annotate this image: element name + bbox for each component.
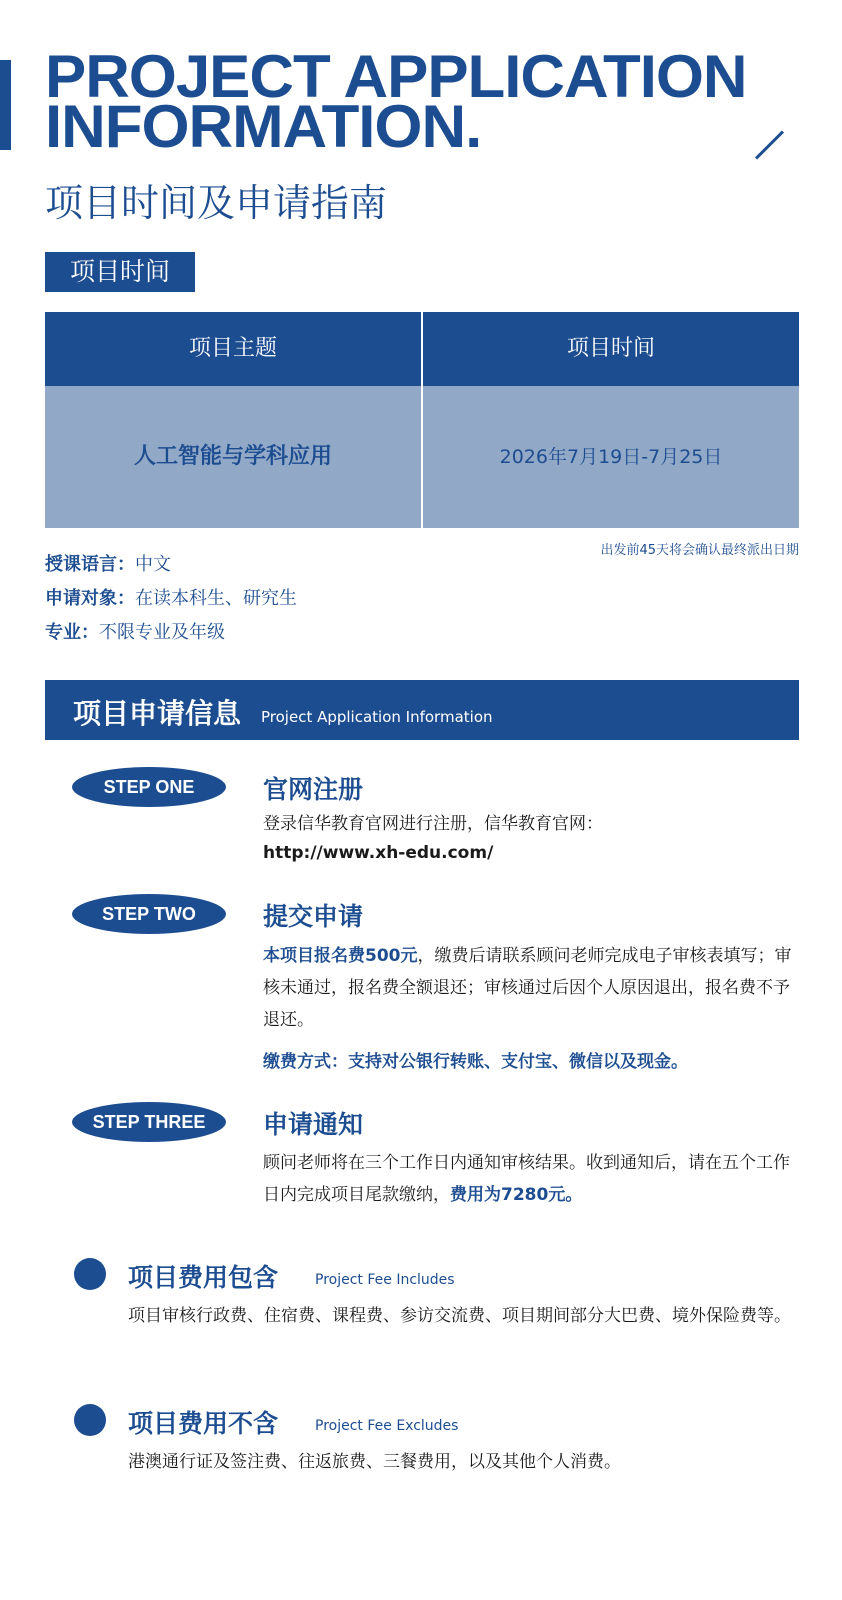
- table-header-theme: 项目主题: [45, 312, 421, 386]
- title-line-1: PROJECT APPLICATION: [45, 43, 747, 110]
- table-divider: [421, 312, 423, 528]
- bullet-dot: [74, 1258, 106, 1290]
- table-cell-time: 2026年7月19日-7月25日: [423, 386, 799, 528]
- page-title-cn: 项目时间及申请指南: [45, 181, 388, 225]
- step-two-title: 提交申请: [263, 902, 364, 931]
- step-three-rest: 顾问老师将在三个工作日内通知审核结果。收到通知后，请在五个工作日内完成项目尾款缴纳，: [263, 1153, 790, 1205]
- step-two-text: [263, 940, 803, 1036]
- schedule-tag: 项目时间: [45, 252, 195, 292]
- info-label: 专业：: [45, 622, 99, 643]
- left-accent-bar: [0, 60, 11, 150]
- step-one-title: 官网注册: [263, 775, 364, 804]
- info-value: 不限专业及年级: [99, 622, 225, 643]
- table-cell-theme: 人工智能与学科应用: [45, 386, 421, 528]
- info-label: 授课语言：: [45, 554, 135, 575]
- step-three-text: [263, 1147, 803, 1211]
- payment-methods: 缴费方式：支持对公银行转账、支付宝、微信以及现金。: [263, 1052, 688, 1072]
- step-one-line: 登录信华教育官网进行注册，信华教育官网：: [263, 814, 603, 834]
- application-banner: [45, 680, 799, 740]
- fee-excludes-en: Project Fee Excludes: [315, 1418, 459, 1434]
- table-header-time: 项目时间: [423, 312, 799, 386]
- final-fee-highlight: 费用为7280元。: [450, 1185, 583, 1205]
- info-audience: [45, 584, 297, 610]
- fee-includes-en: Project Fee Includes: [315, 1272, 455, 1288]
- title-line-2: INFORMATION.: [45, 93, 482, 160]
- step-two-rest: ，缴费后请联系顾问老师完成电子审核表填写；审核未通过，报名费全额退还；审核通过后因个人原因退出，报名费不予退还。: [263, 946, 792, 1030]
- info-value: 在读本科生、研究生: [135, 588, 297, 609]
- fee-includes-text: 项目审核行政费、住宿费、课程费、参访交流费、项目期间部分大巴费、境外保险费等。: [128, 1306, 791, 1326]
- fee-excludes-text: 港澳通行证及签注费、往返旅费、三餐费用，以及其他个人消费。: [128, 1452, 621, 1472]
- info-major: [45, 618, 225, 644]
- schedule-table: [45, 312, 799, 528]
- bullet-dot: [74, 1404, 106, 1436]
- info-label: 申请对象：: [45, 588, 135, 609]
- fee-highlight: 本项目报名费500元: [263, 946, 418, 966]
- fee-includes-title: 项目费用包含: [128, 1263, 279, 1292]
- departure-note: 出发前45天将会确认最终派出日期: [600, 543, 799, 558]
- fee-excludes-title: 项目费用不含: [128, 1409, 279, 1438]
- info-language: [45, 550, 171, 576]
- banner-title-en: Project Application Information: [261, 708, 493, 726]
- website-link[interactable]: http://www.xh-edu.com/: [263, 843, 494, 863]
- banner-title-cn: 项目申请信息: [73, 697, 242, 730]
- step-two-pill: STEP TWO: [72, 894, 226, 934]
- page-title-en: [45, 43, 828, 160]
- info-value: 中文: [135, 554, 171, 575]
- step-three-title: 申请通知: [263, 1110, 364, 1139]
- step-three-pill: STEP THREE: [72, 1102, 226, 1142]
- step-one-text: [263, 808, 803, 866]
- step-one-pill: STEP ONE: [72, 767, 226, 807]
